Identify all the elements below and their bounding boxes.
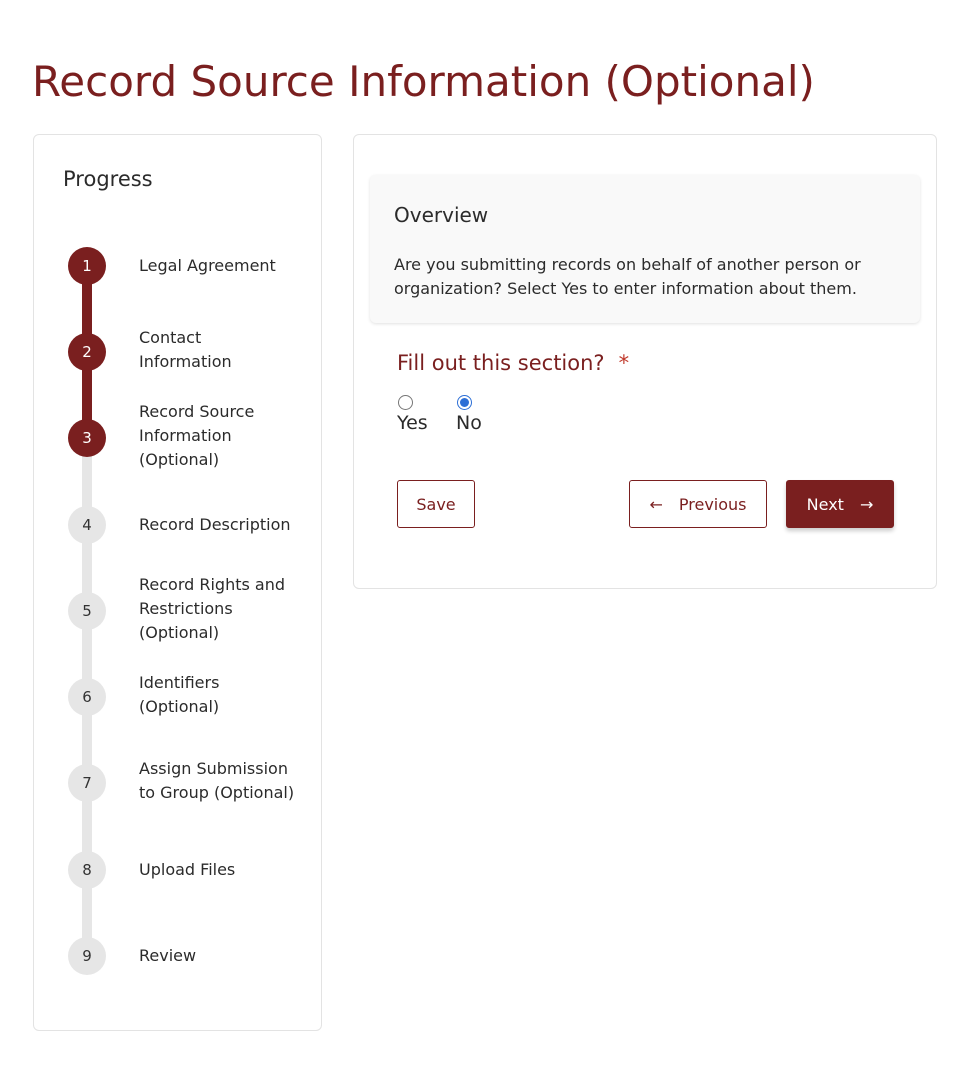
step-number-badge: 4: [68, 506, 106, 544]
previous-button[interactable]: [629, 480, 767, 528]
next-button-label: Next: [806, 494, 844, 514]
step-number-badge: 6: [68, 678, 106, 716]
form-card: [353, 134, 937, 589]
previous-button-label: Previous: [678, 494, 747, 514]
radio-no-label: No: [456, 412, 482, 434]
radio-option-no[interactable]: [456, 395, 506, 434]
required-marker: *: [618, 351, 630, 375]
radio-option-yes[interactable]: [397, 395, 447, 434]
progress-panel: [33, 134, 322, 1031]
next-button[interactable]: [786, 480, 894, 528]
overview-title: Overview: [394, 203, 489, 227]
save-button[interactable]: [397, 480, 475, 528]
overview-text: Are you submitting records on behalf of another person or organization? Select Yes to enter information about them.: [394, 255, 861, 298]
step-label: Review: [139, 946, 197, 965]
page-title: Record Source Information (Optional): [32, 57, 815, 106]
progress-title: Progress: [63, 167, 153, 191]
overview-panel: [370, 175, 920, 323]
step-number-badge: 5: [68, 592, 106, 630]
step-label: Upload Files: [139, 860, 236, 879]
step-label: Record Source Information (Optional): [139, 402, 255, 469]
step-label: Contact Information: [139, 328, 232, 371]
radio-yes[interactable]: [398, 395, 413, 410]
question-text: Fill out this section?: [397, 351, 605, 375]
step-label: Assign Submission to Group (Optional): [139, 759, 295, 802]
step-number-badge: 3: [68, 419, 106, 457]
save-button-label: Save: [416, 494, 456, 514]
step-number-badge: 9: [68, 937, 106, 975]
step-label: Identifiers (Optional): [139, 673, 220, 716]
radio-no[interactable]: [457, 395, 472, 410]
step-label: Record Description: [139, 515, 291, 534]
arrow-left-icon: ←: [649, 494, 663, 514]
step-number-badge: 8: [68, 851, 106, 889]
step-label: Record Rights and Restrictions (Optional): [139, 575, 286, 642]
question-label: [397, 351, 629, 375]
radio-yes-label: Yes: [397, 412, 428, 434]
arrow-right-icon: →: [859, 494, 874, 514]
step-number-badge: 7: [68, 764, 106, 802]
step-number-badge: 2: [68, 333, 106, 371]
step-label: Legal Agreement: [139, 256, 276, 275]
step-number-badge: 1: [68, 247, 106, 285]
